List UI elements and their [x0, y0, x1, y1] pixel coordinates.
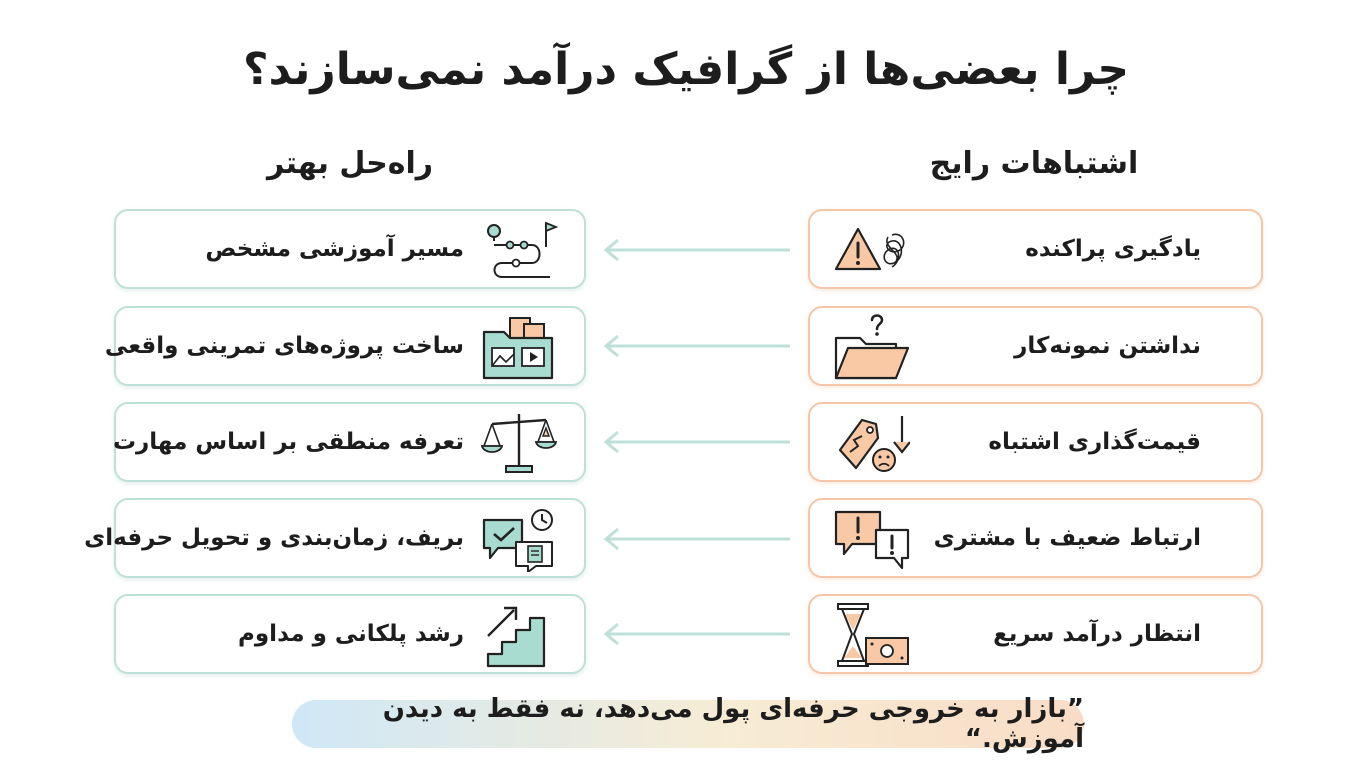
alert-chat-bubbles-icon: [832, 506, 910, 572]
arrow-left-3: [600, 430, 792, 454]
growth-stairs-icon: [480, 602, 558, 668]
mistake-card-weak-communication: [808, 498, 1263, 578]
warning-tangle-icon: [832, 217, 910, 283]
balance-scale-icon: [480, 410, 558, 476]
arrow-left-5: [600, 622, 792, 646]
arrow-left-4: [600, 527, 792, 551]
solution-label: مسیر آموزشی مشخص: [205, 236, 464, 262]
project-folder-media-icon: [480, 314, 558, 380]
broken-price-tag-icon: [832, 410, 910, 476]
solution-label: رشد پلکانی و مداوم: [238, 621, 464, 647]
arrow-left-1: [600, 238, 792, 262]
empty-folder-question-icon: [832, 314, 910, 380]
mistake-label: نداشتن نمونه‌کار: [1014, 333, 1201, 359]
mistake-label: ارتباط ضعیف با مشتری: [933, 525, 1201, 551]
mistake-label: یادگیری پراکنده: [1025, 236, 1201, 262]
solution-card-clear-path: [114, 209, 586, 289]
solution-card-steady-growth: [114, 594, 586, 674]
mistakes-heading: اشتباهات رایج: [929, 146, 1139, 181]
mistake-card-scattered-learning: [808, 209, 1263, 289]
mistake-label: انتظار درآمد سریع: [993, 621, 1201, 647]
solution-card-brief-schedule-delivery: [84, 498, 586, 578]
arrow-left-2: [600, 334, 792, 358]
roadmap-flag-icon: [480, 217, 558, 283]
solutions-heading: راه‌حل بهتر: [266, 146, 434, 181]
mistake-card-no-portfolio: [808, 306, 1263, 386]
solution-label: بریف، زمان‌بندی و تحویل حرفه‌ای: [84, 525, 464, 551]
solution-card-logical-pricing: [114, 402, 586, 482]
quote-banner: ”بازار به خروجی حرفه‌ای پول می‌دهد، نه فقط به دیدن آموزش.“: [292, 700, 1084, 748]
solution-label: ساخت پروژه‌های تمرینی واقعی: [104, 333, 464, 359]
mistake-card-quick-income: [808, 594, 1263, 674]
mistake-card-wrong-pricing: [808, 402, 1263, 482]
solution-card-practice-projects: [104, 306, 586, 386]
chat-check-clock-icon: [480, 506, 558, 572]
hourglass-money-icon: [832, 602, 910, 668]
page-title: چرا بعضی‌ها از گرافیک درآمد نمی‌سازند؟: [242, 44, 1130, 95]
solution-label: تعرفه منطقی بر اساس مهارت: [112, 429, 464, 455]
mistake-label: قیمت‌گذاری اشتباه: [988, 429, 1201, 455]
